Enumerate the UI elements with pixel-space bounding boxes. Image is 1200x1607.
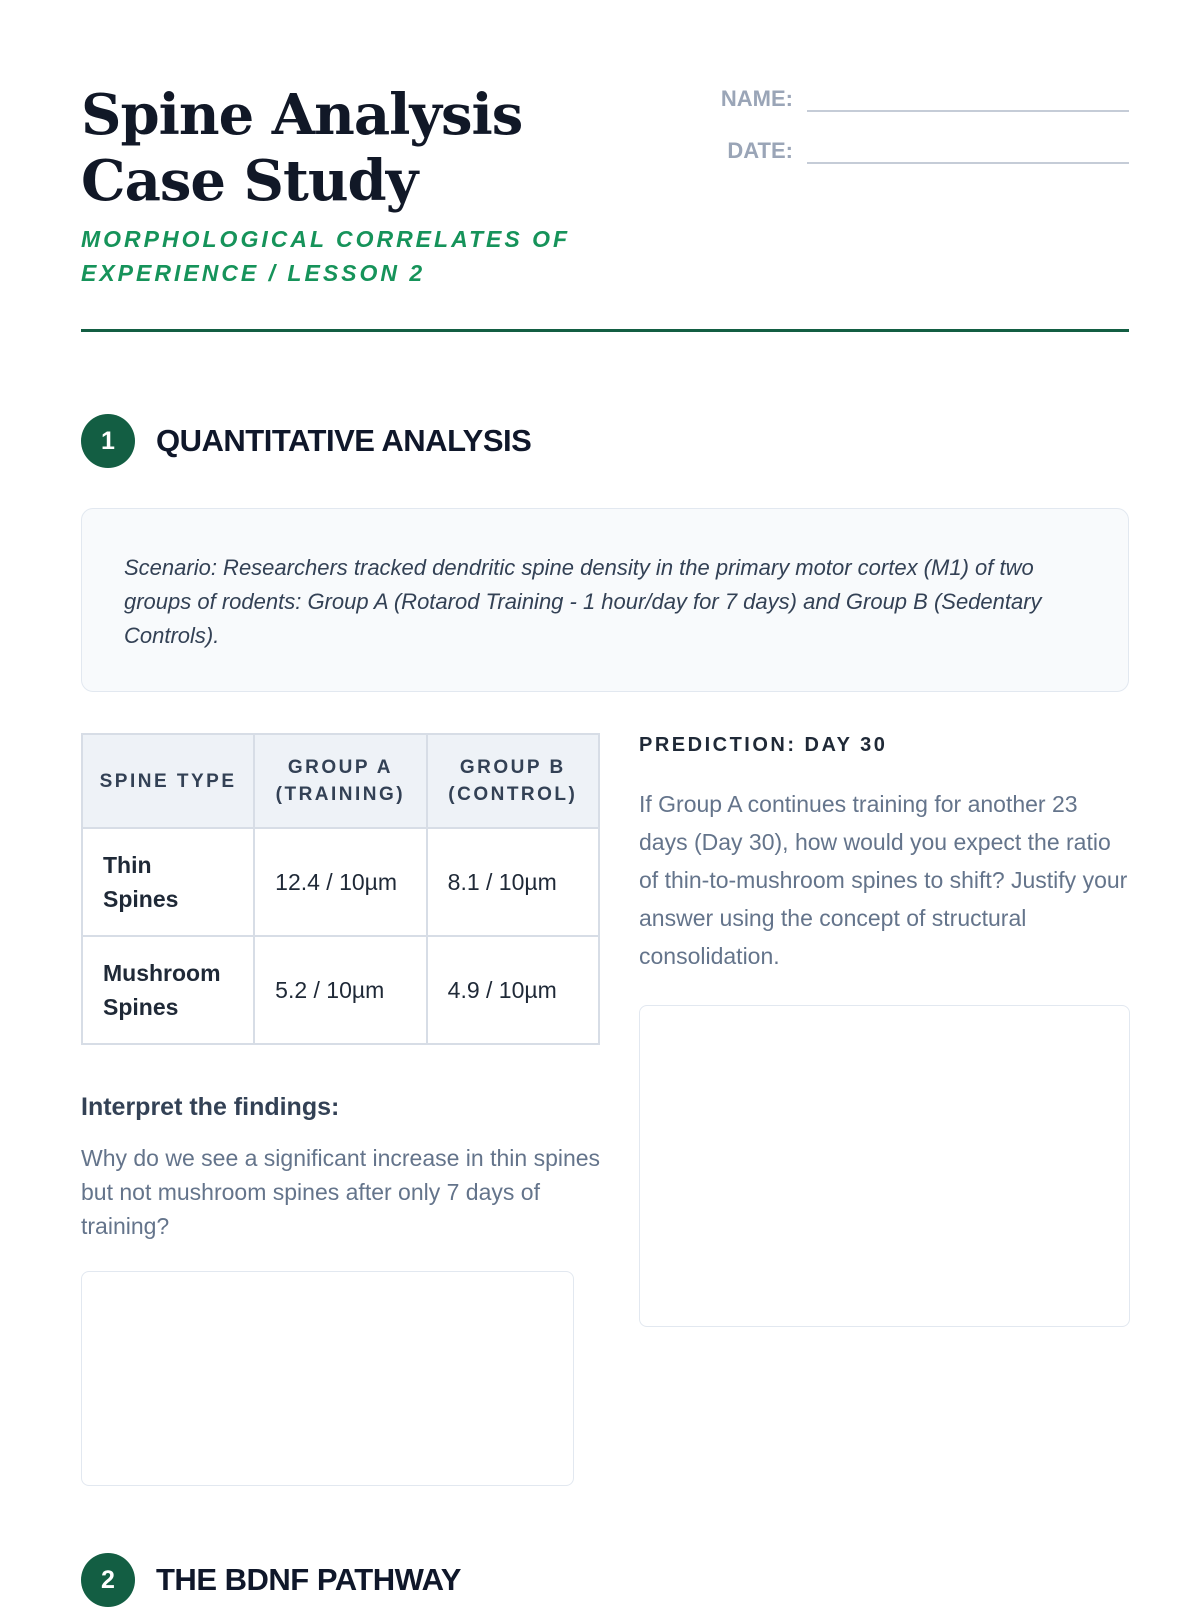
table-cell: 8.1 / 10µm [427, 828, 599, 936]
date-field-row [673, 138, 1129, 164]
scenario-box [81, 508, 1129, 692]
table-header-cell: SPINE TYPE [82, 734, 254, 828]
date-label: DATE: [727, 138, 793, 163]
date-field[interactable] [807, 140, 1129, 164]
page-subtitle: MORPHOLOGICAL CORRELATES OF EXPERIENCE / LESSON 2 [81, 226, 571, 286]
prediction-answer-box[interactable] [639, 1005, 1130, 1327]
section-2-header [81, 1553, 461, 1607]
name-field[interactable] [807, 88, 1129, 112]
table-header-cell: GROUP A (TRAINING) [254, 734, 427, 828]
spine-density-table [81, 733, 600, 1045]
table-row-label: Mushroom Spines [82, 936, 254, 1044]
table-header-cell: GROUP B (CONTROL) [427, 734, 599, 828]
table-header-row [82, 734, 599, 828]
prediction-heading: PREDICTION: DAY 30 [639, 734, 888, 756]
section-2-number-badge: 2 [81, 1553, 135, 1607]
table-cell: 5.2 / 10µm [254, 936, 427, 1044]
section-1-title: QUANTITATIVE ANALYSIS [156, 423, 532, 458]
interpret-heading: Interpret the findings: [81, 1093, 340, 1121]
section-2-title: THE BDNF PATHWAY [156, 1562, 461, 1597]
table-cell: 4.9 / 10µm [427, 936, 599, 1044]
header-divider [81, 329, 1129, 332]
section-1-number-badge: 1 [81, 414, 135, 468]
interpret-answer-box[interactable] [81, 1271, 574, 1486]
page-title: Spine Analysis Case Study [81, 82, 523, 214]
prediction-question: If Group A continues training for another 23 days (Day 30), how would you expect the ratio of thin-to-mushroom spines to shift? Justify your answer using the concept of structural consolidation. [639, 791, 1128, 969]
table-row [82, 828, 599, 936]
table-row-label: Thin Spines [82, 828, 254, 936]
section-1-header [81, 414, 531, 468]
name-field-row [673, 86, 1129, 112]
table-cell: 12.4 / 10µm [254, 828, 427, 936]
scenario-text: Scenario: Researchers tracked dendritic spine density in the primary motor cortex (M1) of two groups of rodents: Group A (Rotarod Training - 1 hour/day for 7 days) and Group B (Sedentary Controls). [124, 555, 1042, 648]
interpret-question: Why do we see a significant increase in thin spines but not mushroom spines after only 7 days of training? [81, 1145, 601, 1239]
worksheet-page [81, 0, 1129, 1600]
name-label: NAME: [720, 86, 793, 111]
table-row [82, 936, 599, 1044]
